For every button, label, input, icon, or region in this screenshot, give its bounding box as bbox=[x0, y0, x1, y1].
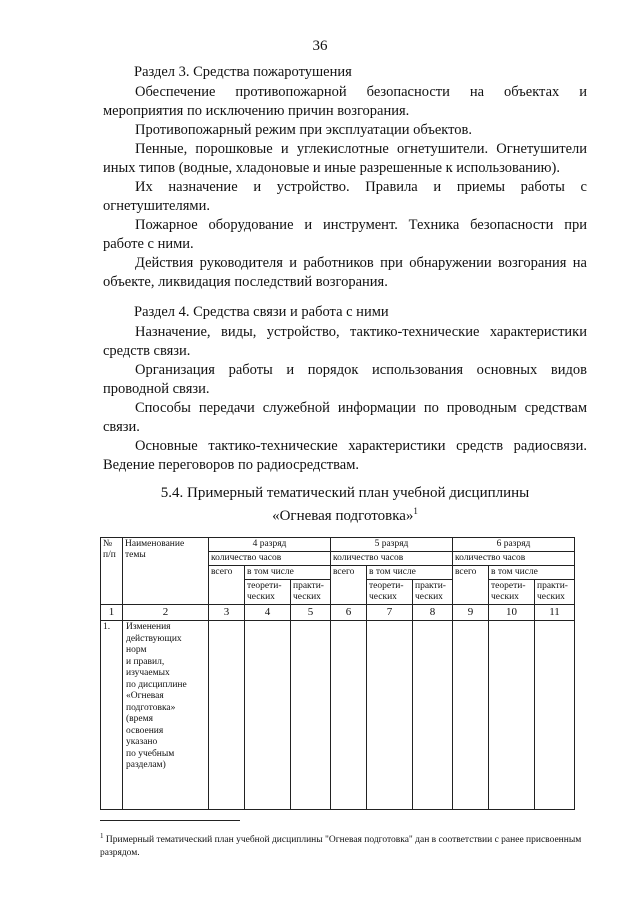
footnote-text: Примерный тематический план учебной дисциплины "Огневая подготовка" дан в соответствии с ранее присвоенным разрядом. bbox=[100, 835, 582, 859]
column-number: 1 bbox=[101, 605, 123, 621]
footnote bbox=[100, 830, 590, 860]
section3-paragraph: Противопожарный режим при эксплуатации объектов. bbox=[135, 122, 473, 138]
plan-title bbox=[103, 484, 587, 525]
column-number: 6 bbox=[331, 605, 367, 621]
page-number: 36 bbox=[312, 38, 328, 54]
section3-paragraph: Действия руководителя и работников при обнаружении возгорания на объекте, ликвидация последствий возгорания. bbox=[103, 255, 587, 290]
section3-paragraph: Их назначение и устройство. Правила и приемы работы с огнетушителями. bbox=[103, 179, 587, 214]
header-hours: количество часов bbox=[331, 552, 453, 566]
column-number: 11 bbox=[535, 605, 575, 621]
header-hours: количество часов bbox=[209, 552, 331, 566]
header-practice: практи-ческих bbox=[413, 580, 453, 605]
column-number: 2 bbox=[123, 605, 209, 621]
table-cell bbox=[367, 621, 413, 810]
header-rank-6: 6 разряд bbox=[453, 538, 575, 552]
plan-title-line2 bbox=[103, 502, 587, 525]
section4-paragraph: Основные тактико-технические характеристики средств радиосвязи. Ведение переговоров по радиосредствам. bbox=[103, 438, 587, 473]
column-number: 4 bbox=[245, 605, 291, 621]
section3-paragraph: Пожарное оборудование и инструмент. Техника безопасности при работе с ними. bbox=[103, 217, 587, 252]
section4-heading: Раздел 4. Средства связи и работа с ними bbox=[134, 304, 389, 320]
table-cell bbox=[331, 621, 367, 810]
header-rank-4: 4 разряд bbox=[209, 538, 331, 552]
header-rank-5: 5 разряд bbox=[331, 538, 453, 552]
header-total: всего bbox=[453, 566, 489, 605]
thematic-plan-table bbox=[100, 537, 575, 810]
header-including: в том числе bbox=[245, 566, 331, 580]
header-including: в том числе bbox=[489, 566, 575, 580]
row-number: 1. bbox=[101, 621, 123, 810]
table-header-row bbox=[101, 538, 575, 552]
column-number: 8 bbox=[413, 605, 453, 621]
section4-paragraph: Способы передачи служебной информации по проводным средствам связи. bbox=[103, 400, 587, 435]
header-theory: теорети-ческих bbox=[245, 580, 291, 605]
header-theory: теорети-ческих bbox=[367, 580, 413, 605]
section3-paragraph: Обеспечение противопожарной безопасности на объектах и мероприятия по исключению причин возгорания. bbox=[103, 84, 587, 119]
header-practice: практи-ческих bbox=[291, 580, 331, 605]
header-total: всего bbox=[209, 566, 245, 605]
column-number: 7 bbox=[367, 605, 413, 621]
table-cell bbox=[413, 621, 453, 810]
table-cell bbox=[453, 621, 489, 810]
header-including: в том числе bbox=[367, 566, 453, 580]
table-cell bbox=[291, 621, 331, 810]
row-topic: Изменения действующих норм и правил, изучаемых по дисциплине «Огневая подготовка» (время освоения указано по учебным разделам) bbox=[123, 621, 209, 810]
table-row bbox=[101, 621, 575, 810]
section4-paragraph: Назначение, виды, устройство, тактико-технические характеристики средств связи. bbox=[103, 324, 587, 359]
table-cell bbox=[209, 621, 245, 810]
plan-title-line1: 5.4. Примерный тематический план учебной дисциплины bbox=[160, 485, 530, 501]
section3-heading: Раздел 3. Средства пожаротушения bbox=[134, 64, 352, 80]
column-number: 5 bbox=[291, 605, 331, 621]
table-cell bbox=[245, 621, 291, 810]
column-number: 10 bbox=[489, 605, 535, 621]
table-cell bbox=[535, 621, 575, 810]
header-total: всего bbox=[331, 566, 367, 605]
plan-title-name: «Огневая подготовка» bbox=[272, 508, 414, 524]
header-theory: теорети-ческих bbox=[489, 580, 535, 605]
footnote-mark: 1 bbox=[100, 832, 104, 840]
section4-paragraph: Организация работы и порядок использования основных видов проводной связи. bbox=[103, 362, 587, 397]
header-number: № п/п bbox=[101, 538, 123, 605]
column-number-row bbox=[101, 605, 575, 621]
column-number: 9 bbox=[453, 605, 489, 621]
header-practice: практи-ческих bbox=[535, 580, 575, 605]
table-cell bbox=[489, 621, 535, 810]
section3-paragraph: Пенные, порошковые и углекислотные огнетушители. Огнетушители иных типов (водные, хладоновые и иные разрешенные к использованию). bbox=[103, 141, 587, 176]
footnote-rule bbox=[100, 820, 240, 821]
column-number: 3 bbox=[209, 605, 245, 621]
header-hours: количество часов bbox=[453, 552, 575, 566]
header-topic: Наименование темы bbox=[123, 538, 209, 605]
footnote-reference: 1 bbox=[413, 506, 418, 516]
